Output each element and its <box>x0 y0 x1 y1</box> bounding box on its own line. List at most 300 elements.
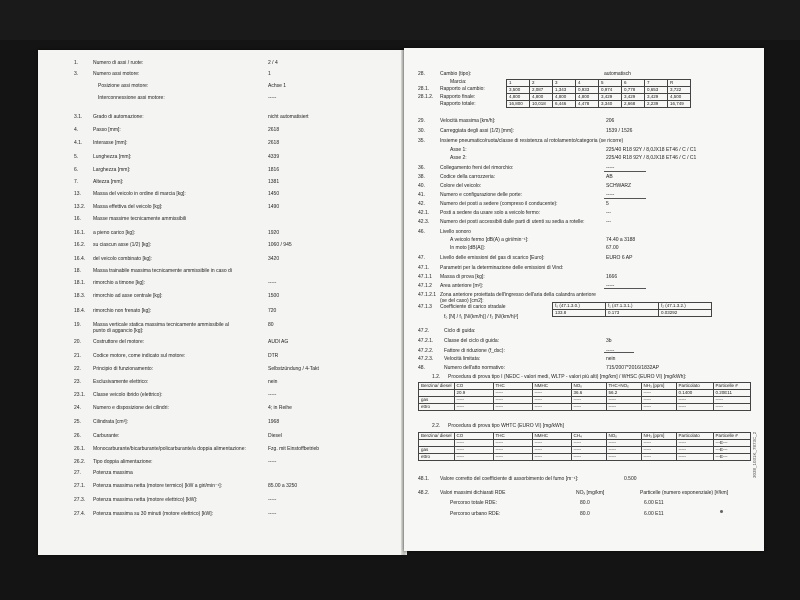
gear-cell: 3,429 <box>599 94 622 101</box>
row-label: Ciclo di guida: <box>444 328 476 334</box>
rde-col-head: NOₓ [mg/km] <box>576 490 605 496</box>
emission-cell: ----- <box>493 404 532 411</box>
row-number: 18.3. <box>74 293 86 299</box>
coef-cell: 0.03292 <box>659 310 712 317</box>
row-number: 47.1.3 <box>418 304 432 310</box>
row-label: rimorchio a timone [kg]: <box>93 280 145 286</box>
document-page-left <box>38 50 404 555</box>
row-value: 5 <box>606 201 609 207</box>
coef-cell: 133.8 <box>553 310 606 317</box>
row-label: Massa effettiva del veicolo [kg]: <box>93 204 163 210</box>
gear-cell: 3,722 <box>668 87 691 94</box>
row-label: Parametri per la determinazione delle emissioni di Vind: <box>440 265 564 271</box>
emission-cell: ----- <box>676 440 713 447</box>
row-value: 1920 <box>268 230 280 236</box>
row-label: Interconnessione assi motore: <box>98 95 165 101</box>
row-value: 85.00 a 3250 <box>268 483 298 489</box>
emission-head: THC <box>493 383 532 390</box>
row-label: a pieno carico [kg]: <box>93 230 135 236</box>
row-number: 27.4. <box>74 511 86 517</box>
row-label: Posti a sedere da usare solo a veicolo fermo: <box>440 210 541 216</box>
gear-cell: 3,429 <box>622 94 645 101</box>
row-value: 80.0 <box>580 511 590 517</box>
row-value: 3b <box>606 338 612 344</box>
coef-head: f₂ (47.1.3.2.) <box>659 303 712 310</box>
row-label: Velocità limitata: <box>444 356 481 362</box>
row-value: 1968 <box>268 419 280 425</box>
row-label: Velocità massima [km/h]: <box>440 118 496 124</box>
emission-cell: ----- <box>532 390 571 397</box>
row-number: 16.4. <box>74 256 86 262</box>
row-label: Numero dei posti a sedere (compreso il conducente): <box>440 201 558 207</box>
gear-ratio-table <box>506 79 691 108</box>
row-value: 1381 <box>268 179 280 185</box>
row-value: 80.0 <box>580 500 590 506</box>
emission-head: THC <box>493 433 532 440</box>
emission-cell: ----- <box>571 454 606 461</box>
emission-cell: 0.20E11 <box>713 390 750 397</box>
row-label: Codice della carrozzeria: <box>440 174 496 180</box>
gear-cell: 4,800 <box>576 94 599 101</box>
row-label: Massa di prova [kg]: <box>440 274 485 280</box>
gear-cell: 0,974 <box>599 87 622 94</box>
row-label: Esclusivamente elettrico: <box>93 379 149 385</box>
row-number: 1. <box>74 60 79 66</box>
emission-cell <box>419 440 455 447</box>
coef-cell: 0.173 <box>606 310 659 317</box>
emission-cell: ettro <box>419 404 455 411</box>
row-value: --- <box>606 210 611 216</box>
emission-cell: ----- <box>676 447 713 454</box>
row-label: Rapporto totale: <box>440 101 476 107</box>
row-value: nein <box>606 356 616 362</box>
row-number: 47.2.2. <box>418 348 434 354</box>
row-value: 6.00 E11 <box>644 511 664 517</box>
emission-cell: ----- <box>532 397 571 404</box>
row-label: Interasse [mm]: <box>93 140 128 146</box>
gear-col-head: 3 <box>553 80 576 87</box>
emission-cell: 36.6 <box>571 390 606 397</box>
row-value: ----- <box>268 497 277 503</box>
emission-cell: ----- <box>641 447 676 454</box>
row-number: 41. <box>418 192 425 198</box>
row-value: 4339 <box>268 154 280 160</box>
row-number: 2.2. <box>432 423 441 429</box>
row-number: 16.1. <box>74 230 86 236</box>
row-number: 16. <box>74 216 81 222</box>
document-page-right <box>404 48 764 551</box>
row-label: Percorso urbano RDE: <box>450 511 501 517</box>
gear-cell: 4,800 <box>507 94 530 101</box>
row-label: Zona anteriore proiettata dell'ingresso dell'aria della calandra anteriore (se del caso) [cm2]: <box>440 292 596 304</box>
emission-cell: ----- <box>571 404 606 411</box>
row-label: Collegamento freni del rimorchio: <box>440 165 514 171</box>
row-number: 18. <box>74 268 81 274</box>
row-label: f₀ [N] / f₁ [N/(km/h)] / f₂ [N/(km/h)²] <box>444 314 519 320</box>
row-number: 26.2. <box>74 459 86 465</box>
row-label: del veicolo combinato [kg]: <box>93 256 152 262</box>
emission-head: NOₓ <box>606 433 641 440</box>
road-load-table <box>552 302 712 317</box>
row-label: Numero dell'atto normativo: <box>444 365 505 371</box>
emission-cell: ----- <box>532 447 571 454</box>
gear-cell: 0,778 <box>622 87 645 94</box>
gear-cell: 4,800 <box>553 94 576 101</box>
gear-col-head: 6 <box>622 80 645 87</box>
row-number: 35. <box>418 138 425 144</box>
row-number: 26.1. <box>74 446 86 452</box>
emission-table <box>418 382 751 411</box>
row-value: Achse 1 <box>268 83 287 89</box>
row-label: Masse massime tecnicamente ammissibili <box>93 216 187 222</box>
row-value: 1539 / 1526 <box>606 128 633 134</box>
row-value: 225/40 R18 92Y / 8,0JX18 ET46 / C / C1 <box>606 155 697 161</box>
emission-head: Particolato <box>676 383 713 390</box>
rde-col-head: Particelle (numero esponenziale) [#/km] <box>640 490 729 496</box>
emission-cell: ----- <box>454 397 493 404</box>
row-label: Classe veicolo ibrido (elettrico): <box>93 392 163 398</box>
emission-cell: ----- <box>676 454 713 461</box>
row-label: Carburante: <box>93 433 120 439</box>
row-number: 19. <box>74 322 81 328</box>
emission-head: NMHC <box>532 433 571 440</box>
row-number: 30. <box>418 128 425 134</box>
hole-punch <box>720 510 723 513</box>
row-value: 1490 <box>268 204 280 210</box>
row-number: 47.2. <box>418 328 430 334</box>
row-label: Passo [mm]: <box>93 127 121 133</box>
row-label: Numero e disposizione dei cilindri: <box>93 405 169 411</box>
row-value: 1500 <box>268 293 280 299</box>
gear-cell: 6,446 <box>553 101 576 108</box>
emission-cell: ----- <box>676 404 713 411</box>
row-label: Cambio (tipo): <box>440 71 472 77</box>
row-label: Altezza [mm]: <box>93 179 124 185</box>
row-value: DTR <box>268 353 279 359</box>
row-number: 24. <box>74 405 81 411</box>
emission-cell: ----- <box>641 454 676 461</box>
gear-cell: 10,018 <box>530 101 553 108</box>
row-label: Potenza massima <box>93 470 133 476</box>
gear-header-label: Marcia: <box>450 79 467 85</box>
row-label: Coefficiente di carico stradale <box>440 304 506 310</box>
emission-cell: 56.2 <box>606 390 641 397</box>
emission-cell: ----- <box>532 454 571 461</box>
emission-cell: ----- <box>493 447 532 454</box>
row-label: Grado di automazione: <box>93 114 144 120</box>
row-value: ----- <box>606 165 615 171</box>
row-number: 23.1. <box>74 392 86 398</box>
emission-cell: ----- <box>493 397 532 404</box>
row-value: ----- <box>606 348 615 354</box>
row-value: 1816 <box>268 167 280 173</box>
row-value: 1 <box>268 71 271 77</box>
emission-cell: ----- <box>641 404 676 411</box>
gear-cell: 2,668 <box>622 101 645 108</box>
emission-cell: ----- <box>571 447 606 454</box>
row-value: 2 / 4 <box>268 60 278 66</box>
coef-head: f₁ (47.1.3.1.) <box>606 303 659 310</box>
row-label: Potenza massima su 30 minuti (motore elettrico) [kW]: <box>93 511 214 517</box>
row-number: 48.2. <box>418 490 430 496</box>
emission-head: Benzina/ diesel <box>419 433 455 440</box>
emission-cell: ----- <box>641 390 676 397</box>
row-label: Rapporto al cambio: <box>440 86 485 92</box>
row-label: Costruttore del motore: <box>93 339 145 345</box>
row-number: 36. <box>418 165 425 171</box>
row-number: 40. <box>418 183 425 189</box>
row-value: 715/2007*2016/1832AP <box>606 365 660 371</box>
row-value: Diesel <box>268 433 282 439</box>
row-value: ----- <box>268 511 277 517</box>
coef-head: f₀ (47.1.3.0.) <box>553 303 606 310</box>
emission-head: CO <box>454 383 493 390</box>
row-label: Numero dei posti accessibili dalle parti di utenti su sedia a rotelle: <box>440 219 585 225</box>
row-label: Percorso totale RDE: <box>450 500 497 506</box>
row-value: 80 <box>268 322 274 328</box>
row-label: Colore del veicolo: <box>440 183 482 189</box>
emission-cell: gas <box>419 447 455 454</box>
side-note: 3038_1031K_7873C_2 <box>752 431 757 478</box>
row-value: Selbstzündung / 4-Takt <box>268 366 319 372</box>
row-label: Asse 2: <box>450 155 467 161</box>
gear-cell: 3,500 <box>507 87 530 94</box>
emission-cell: ----- <box>532 404 571 411</box>
row-number: 18.4. <box>74 308 86 314</box>
emission-cell: ----- <box>713 404 750 411</box>
emission-cell: ----- <box>606 397 641 404</box>
row-value: 720 <box>268 308 277 314</box>
emission-cell: ----- <box>606 440 641 447</box>
emission-head: Benzina/ diesel <box>419 383 455 390</box>
row-number: 21. <box>74 353 81 359</box>
emission-cell: ----- <box>641 397 676 404</box>
row-number: 7. <box>74 179 79 185</box>
gear-cell: 0,933 <box>576 87 599 94</box>
row-number: 47.1.2.1 <box>418 292 437 298</box>
row-label: Massa trainabile massima tecnicamente ammissibile in caso di <box>93 268 232 274</box>
emission-cell: ----- <box>606 404 641 411</box>
emission-cell: ----- <box>493 390 532 397</box>
row-label: Cilindrata [cm³]: <box>93 419 129 425</box>
row-value: 2618 <box>268 127 280 133</box>
row-value: --- <box>606 219 611 225</box>
row-number: 27.1. <box>74 483 86 489</box>
gear-cell: 3,429 <box>645 94 668 101</box>
row-value: nicht automatisiert <box>268 114 309 120</box>
row-label: Lunghezza [mm]: <box>93 154 132 160</box>
row-label: Fattore di riduzione (f_dsc): <box>444 348 505 354</box>
emission-head: NOₓ <box>571 383 606 390</box>
row-value: 3420 <box>268 256 280 262</box>
underline <box>604 288 646 289</box>
emission-cell: ----- <box>676 397 713 404</box>
row-value: 225/40 R18 92Y / 8,0JX18 ET46 / C / C1 <box>606 147 697 153</box>
row-number: 13.2. <box>74 204 86 210</box>
row-value: nein <box>268 379 278 385</box>
row-value: EURO 6 AP <box>606 255 633 261</box>
gear-cell: 1,343 <box>553 87 576 94</box>
row-label: Livello delle emissioni del gas di scarico [Euro]: <box>440 255 545 261</box>
row-number: 27. <box>74 470 81 476</box>
emission-head: CO <box>454 433 493 440</box>
row-number: 3. <box>74 71 79 77</box>
row-number: 47.2.1. <box>418 338 434 344</box>
row-label: Insieme pneumatico/ruota/classe di resistenza al rotolamento/categoria (se ricorre) <box>440 138 624 144</box>
row-label: Procedura di prova tipo WHTC (EURO VI) [mg/kWh] <box>448 423 564 429</box>
row-label: Asse 1: <box>450 147 467 153</box>
emission-head: Particolato <box>676 433 713 440</box>
row-number: 18.1. <box>74 280 86 286</box>
row-value: 67.00 <box>606 245 619 251</box>
row-label: Larghezza [mm]: <box>93 167 131 173</box>
row-value: ----- <box>268 280 277 286</box>
underline <box>604 171 646 172</box>
row-value: Fzg. mit Einstoffbetrieb <box>268 446 320 452</box>
row-number: 1.2. <box>432 374 441 380</box>
row-label: Potenza massima netta (motore termico) [kW a giri/min⁻¹]: <box>93 483 223 489</box>
row-label: Valore corretto del coefficiente di assorbimento del fumo [m⁻¹]: <box>440 476 579 482</box>
row-value: ----- <box>268 95 277 101</box>
row-value: 2618 <box>268 140 280 146</box>
row-value: ----- <box>606 283 615 289</box>
emission-cell: ettro <box>419 454 455 461</box>
row-label: Rapporto finale: <box>440 93 476 100</box>
row-number: 47.1. <box>418 265 430 271</box>
row-label: Posizione assi motore: <box>98 83 149 89</box>
row-number: 23. <box>74 379 81 385</box>
emission-cell: ----- <box>454 440 493 447</box>
row-label: Valori massimi dichiarati RDE <box>440 490 506 496</box>
underline <box>604 352 634 353</box>
emission-cell: ----- <box>713 397 750 404</box>
emission-cell <box>419 390 455 397</box>
gear-cell: 4,800 <box>530 94 553 101</box>
row-label: Classe del ciclo di guida: <box>444 338 500 344</box>
gear-cell: 16,800 <box>507 101 530 108</box>
row-number: 42.1. <box>418 210 430 216</box>
emission-head: Particelle # <box>713 383 750 390</box>
gear-cell: 0,653 <box>645 87 668 94</box>
row-label: Livello sonoro <box>440 229 471 235</box>
row-label: Tipo doppia alimentazione: <box>93 459 153 465</box>
row-number: 27.3. <box>74 497 86 503</box>
row-value: 4; in Reihe <box>268 405 292 411</box>
row-value: 206 <box>606 118 615 124</box>
row-number: 47. <box>418 255 425 261</box>
row-label: su ciascun asse (1/2) [kg]: <box>93 242 152 248</box>
gear-cell: 4,478 <box>576 101 599 108</box>
row-number: 26. <box>74 433 81 439</box>
row-value: ----- <box>606 192 615 198</box>
row-label: rimorchio ad asse centrale [kg]: <box>93 293 163 299</box>
row-number: 42. <box>418 201 425 207</box>
background-top <box>0 0 800 40</box>
emission-cell: ----- <box>493 440 532 447</box>
row-number: 28.1. <box>418 86 430 92</box>
row-label: Massa verticale statica massima tecnicamente ammissibile al punto di aggancio [kg]: <box>93 322 229 334</box>
row-number: 38. <box>418 174 425 180</box>
row-label: Area anteriore [m²]: <box>440 283 484 289</box>
emission-cell: ----- <box>454 447 493 454</box>
row-number: 47.1.1 <box>418 274 432 280</box>
row-value: ----- <box>268 392 277 398</box>
row-number: 46. <box>418 229 425 235</box>
emission-cell: gas <box>419 397 455 404</box>
row-number: 48.1. <box>418 476 430 482</box>
emission-cell: ----- <box>606 454 641 461</box>
emission-cell: ----- <box>493 454 532 461</box>
row-number: 47.2.3. <box>418 356 434 362</box>
emission-cell: ----- <box>454 454 493 461</box>
row-label: Numero assi motore: <box>93 71 140 77</box>
row-label: Potenza massima netta (motore elettrico) [kW]: <box>93 497 198 503</box>
gear-cell: 4,500 <box>668 94 691 101</box>
row-value: SCHWARZ <box>606 183 632 189</box>
emission-cell: ----- <box>571 397 606 404</box>
emission-head: Particelle # <box>713 433 750 440</box>
emission-head: NH₃ [ppm] <box>641 383 676 390</box>
row-label: Codice motore, come indicato sul motore: <box>93 353 186 359</box>
gear-col-head: 5 <box>599 80 622 87</box>
row-number: 16.2. <box>74 242 86 248</box>
row-number: 3.1. <box>74 114 83 120</box>
emission-cell: ----- <box>454 404 493 411</box>
row-label: Numero di assi / ruote: <box>93 60 144 66</box>
emission-cell: 20.9 <box>454 390 493 397</box>
gear-col-head: 7 <box>645 80 668 87</box>
row-number: 28.1.2. <box>418 93 434 100</box>
row-label: Numero e configurazione delle porte: <box>440 192 522 198</box>
gear-col-head: 2 <box>530 80 553 87</box>
row-value: ----- <box>268 459 277 465</box>
row-value: 1666 <box>606 274 618 280</box>
row-label: rimorchio non frenato [kg]: <box>93 308 152 314</box>
gear-cell: 2,239 <box>645 101 668 108</box>
emission-cell: 0.1400 <box>676 390 713 397</box>
row-value: AB <box>606 174 613 180</box>
row-number: 29. <box>418 118 425 124</box>
row-number: 22. <box>74 366 81 372</box>
row-number: 13. <box>74 191 81 197</box>
row-number: 6. <box>74 167 79 173</box>
row-number: 28. <box>418 71 425 77</box>
gear-col-head: R <box>668 80 691 87</box>
emission-cell: ----- <box>532 440 571 447</box>
row-number: 47.1.2 <box>418 283 432 289</box>
row-number: 42.3. <box>418 219 430 225</box>
row-number: 4. <box>74 127 79 133</box>
gear-col-head: 1 <box>507 80 530 87</box>
row-value: 0.500 <box>624 476 637 482</box>
row-label: Monocarburante/bicarburante/policarburante/a doppia alimentazione: <box>93 446 246 452</box>
emission-cell: ----- <box>571 440 606 447</box>
underline <box>604 198 646 199</box>
row-label: A veicolo fermo [dB(A) a giri/min⁻¹]: <box>450 237 529 243</box>
emission-head: CH₄ <box>571 433 606 440</box>
row-label: Principio di funzionamento: <box>93 366 154 372</box>
row-number: 4.1. <box>74 140 83 146</box>
row-value: 74.40 a 3188 <box>606 237 636 243</box>
row-value: AUDI AG <box>268 339 289 345</box>
row-label: In moto [dB(A)]: <box>450 245 486 251</box>
row-value: 1060 / 945 <box>268 242 292 248</box>
row-value: 6.00 E11 <box>644 500 664 506</box>
emission-cell: ---E--- <box>713 447 750 454</box>
emission-head: NH₃ [ppm] <box>641 433 676 440</box>
emission-table <box>418 432 751 461</box>
emission-cell: ----- <box>606 447 641 454</box>
